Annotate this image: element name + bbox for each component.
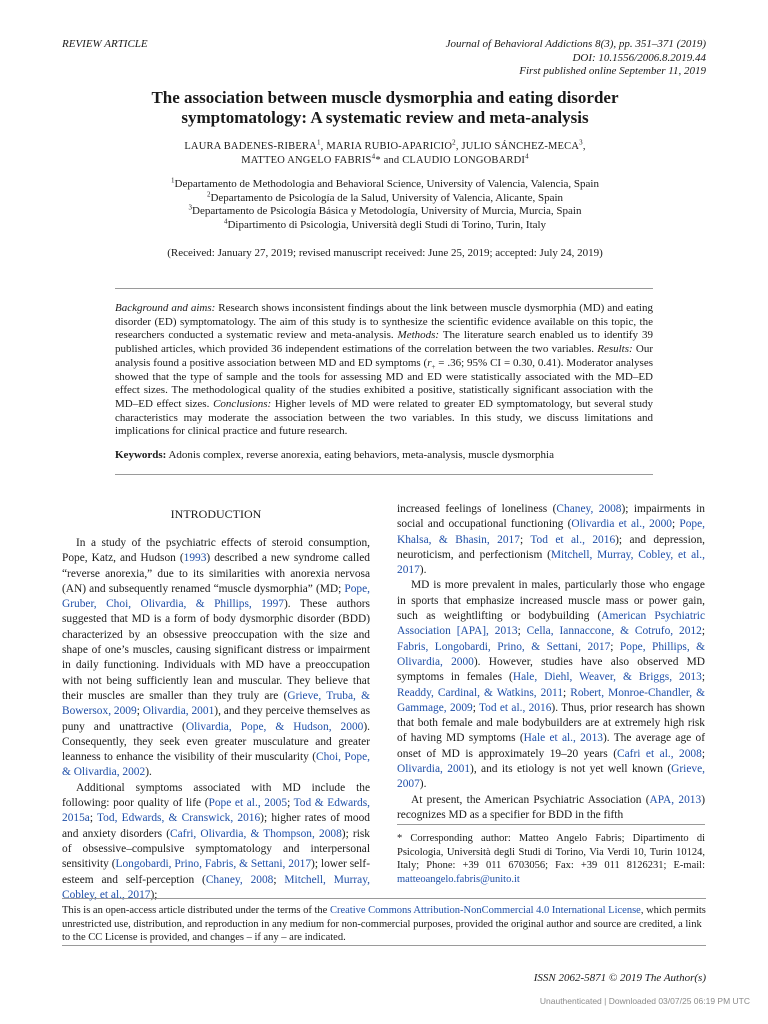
author-name: MATTEO ANGELO FABRIS — [241, 155, 372, 166]
paper-title: The association between muscle dysmorphia and eating disorder symptomatology: A systematic review and meta-analysis — [151, 88, 619, 127]
citation-link[interactable]: Grieve, 2007 — [397, 763, 705, 791]
citation-link[interactable]: Olivardia, Pope, & Hudson, 2000 — [185, 720, 364, 733]
citation-link[interactable]: Pope et al., 2005 — [208, 797, 288, 810]
affiliation — [90, 205, 680, 219]
author-affiliation-marker: 4 — [371, 152, 376, 161]
affiliation-text: Departamento de Methodologia and Behavioral Science, University of Valencia, Valencia, Spain — [174, 178, 599, 190]
text-run: ) recognizes MD as a specifier for BDD in the fifth — [397, 793, 705, 821]
citation-link[interactable]: Olivardia, 2001 — [142, 705, 215, 718]
abstract-methods-text: The literature search enabled us to identify 39 published articles, which provided 36 independent estimations of the correlation between the two variables. — [115, 329, 653, 356]
affiliation-text: Dipartimento di Psicologia, Università degli Studi di Torino, Turin, Italy — [227, 218, 547, 231]
license-notice — [62, 904, 706, 945]
text-run: ). Consequently, they seek even greater musculature and greater leanness to enhance the visibility of their muscularity ( — [62, 720, 370, 764]
text-run: ). Thus, prior research has shown that both female and male bodybuilders are at extremely high risk of having MD symptoms ( — [397, 701, 705, 745]
author-name: LAURA BADENES-RIBERA — [184, 141, 317, 152]
text-run: At present, the American Psychiatric Association ( — [411, 793, 650, 806]
corresponding-author-footnote — [397, 832, 705, 886]
affiliation — [90, 189, 680, 206]
abstract-results-text: Our analysis found a positive association between MD and ED symptoms ( — [115, 343, 653, 369]
paragraph — [62, 536, 370, 781]
citation-link[interactable]: Pope, Khalsa, & Bhasin, 2017 — [397, 518, 705, 546]
citation-link[interactable]: Olivardia, 2001 — [397, 763, 471, 776]
citation-link[interactable]: Hale et al., 2013 — [523, 732, 603, 745]
citation-link[interactable]: Pope, Phillips, & Olivardia, 2000 — [397, 640, 705, 668]
abstract-conclusions-label: Conclusions: — [213, 397, 272, 410]
text-run: ; — [563, 686, 571, 699]
license-text: This is an open-access article distributed under the terms of the — [62, 905, 330, 916]
citation-link[interactable]: APA, 2013 — [649, 793, 702, 806]
abstract-bottom-rule — [115, 474, 653, 475]
affiliation-number: 1 — [171, 176, 175, 185]
affiliation — [90, 216, 680, 233]
keywords-text: Adonis complex, reverse anorexia, eating behaviors, meta-analysis, muscle dysmorphia — [166, 449, 554, 461]
paragraph — [62, 781, 370, 903]
citation-link[interactable]: American Psychiatric Association [APA], 2013 — [397, 610, 706, 638]
abstract — [115, 302, 653, 439]
text-run: ; — [273, 873, 285, 886]
corresponding-author-marker: * — [375, 155, 381, 166]
text-run: ). — [419, 778, 427, 791]
text-run: ; — [701, 625, 706, 638]
text-run: ; — [136, 705, 143, 718]
citation-link[interactable]: Fabris, Longobardi, Prino, & Settani, 2017 — [397, 640, 611, 653]
right-column — [397, 502, 705, 823]
article-type: REVIEW ARTICLE — [62, 38, 148, 50]
citation-link[interactable]: Readdy, Cardinal, & Watkins, 2011 — [397, 686, 564, 699]
text-run: ), and its etiology is not yet well known ( — [470, 763, 672, 776]
text-run: MD is more prevalent in males, particularly those who engage in sports that emphasize increased muscle mass or power gain, such as weightlifting or bodybuilding ( — [397, 579, 705, 623]
text-run: ; — [671, 518, 680, 531]
text-run: ); lower self-esteem and self-perception ( — [62, 858, 370, 886]
text-run: ). However, studies have also observed MD symptoms in females ( — [397, 655, 705, 684]
abstract-results-label: Results: — [597, 343, 633, 356]
text-run: ; — [519, 533, 531, 546]
author-affiliation-marker: 3 — [579, 138, 583, 147]
text-run: ; — [89, 812, 98, 825]
affiliation-number: 4 — [223, 216, 228, 225]
citation-link[interactable]: Chaney, 2008 — [556, 503, 622, 515]
text-run: ). The average age of onset of MD is approximately 19–20 years ( — [397, 732, 705, 760]
text-run: ), and they perceive themselves as puny and unattractive ( — [62, 705, 371, 733]
author-affiliation-marker: 1 — [316, 138, 321, 147]
publication-date: First published online September 11, 2019 — [519, 65, 706, 77]
text-run: ); higher rates of mood and anxiety disorders ( — [62, 812, 371, 840]
text-run: ; — [472, 701, 480, 714]
citation-link[interactable]: Mitchell, Murray, Cobley, et al., 2017 — [62, 873, 371, 901]
abstract-background-text: Research shows inconsistent findings about the link between muscle dysmorphia (MD) and eating disorder (ED) symptomatology. The aim of this study is to synthesize the scientific evidence available on this topic, the researchers conducted a systematic review and meta-analysis. — [115, 302, 653, 342]
journal-citation: Journal of Behavioral Addictions 8(3), pp. 351–371 (2019) — [445, 38, 706, 50]
citation-link[interactable]: Chaney, 2008 — [205, 873, 274, 886]
abstract-methods-label: Methods: — [397, 329, 440, 342]
license-text: , which permits unrestricted use, distribution, and reproduction in any medium for non-commercial purposes, provided the original author and source are credited, a link to the CC License is provided, and changes – if any – are indicated. — [62, 905, 706, 944]
text-run: ; — [287, 797, 294, 810]
citation-link[interactable]: Grieve, Truba, & Bowersox, 2009 — [62, 689, 370, 718]
text-run: ; — [517, 625, 527, 638]
citation-link[interactable]: Pope, Gruber, Choi, Olivardia, & Phillips, 1997 — [62, 582, 370, 611]
author-conjunction: and — [383, 155, 400, 166]
text-run: ); impairments in social and occupational functioning ( — [397, 503, 705, 531]
text-run: ); risk of obsessive–compulsive symptomatology and interpersonal sensitivity ( — [62, 827, 370, 871]
email-link[interactable]: matteoangelo.fabris@unito.it — [397, 873, 520, 885]
effect-size-subscript: + — [431, 363, 436, 371]
text-run: In a study of the psychiatric effects of steroid consumption, Pope, Katz, and Hudson ( — [62, 537, 370, 565]
received-dates: (Received: January 27, 2019; revised manuscript received: June 25, 2019; accepted: July 24, 2019) — [167, 247, 603, 259]
paragraph — [397, 502, 705, 578]
text-run: increased feelings of loneliness ( — [397, 503, 557, 515]
text-run: Additional symptoms associated with MD include the following: poor quality of life ( — [62, 781, 370, 810]
text-run: ). These authors suggested that MD is a form of body dysmorphic disorder (BDD) characterized by an obsessive preoccupation with the size and shape of one’s muscles, causing significant distress or impairment in daily functioning. Individuals with MD have a preoccupation with not being sufficiently lean and muscular. They believe that their muscles are smaller than they truly are ( — [62, 598, 370, 702]
abstract-background-label: Background and aims: — [115, 302, 216, 314]
text-run: ); — [150, 888, 158, 901]
citation-link[interactable]: Tod et al., 2016 — [530, 533, 616, 546]
citation-link[interactable]: Tod, Edwards, & Cranswick, 2016 — [97, 812, 261, 825]
affiliation-number: 2 — [206, 189, 211, 198]
issn-copyright: ISSN 2062-5871 © 2019 The Author(s) — [533, 972, 706, 984]
license-bottom-rule — [62, 945, 706, 946]
keywords — [115, 449, 653, 461]
text-run: ). — [419, 564, 427, 577]
citation-link[interactable]: Hale, Diehl, Weaver, & Briggs, 2013 — [512, 671, 702, 684]
left-column — [62, 536, 370, 903]
license-top-rule — [62, 898, 706, 899]
abstract-top-rule — [115, 288, 653, 289]
citation-link[interactable]: Mitchell, Murray, Cobley, et al., 2017 — [397, 548, 705, 577]
citation-link[interactable]: Choi, Pope, & Olivardia, 2002 — [62, 751, 370, 779]
affiliation-text: Departamento de Psicología de la Salud, University of Valencia, Alicante, Spain — [210, 191, 564, 204]
abstract-results-text-cont: = .36; 95% CI = 0.30, 0.41). Moderator analyses showed that the type of sample and the tools for assessing MD and ED were statistically associated with the MD–ED effect sizes. The methodological quality of the studies exhibited a positive, statistically significant association with the MD–ED effect sizes. — [115, 356, 653, 410]
section-heading: INTRODUCTION — [170, 507, 262, 521]
abstract-conclusions-text: Higher levels of MD were related to greater ED symptomatology, but several study characteristics may moderate the association between the two variables. In this study, we discuss limitations and implications for clinical practice and future research. — [115, 397, 653, 438]
text-run: ; — [610, 640, 620, 653]
citation-link[interactable]: Robert, Monroe-Chandler, & Gammage, 2009 — [397, 686, 705, 714]
download-watermark: Unauthenticated | Downloaded 03/07/25 06:19 PM UTC — [539, 996, 750, 1006]
text-run: ) described a new syndrome called “reverse anorexia,” due to its similarities with anorexia nervosa (AN) and subsequently renamed “muscle dysmorphia” (MD; — [62, 552, 370, 595]
text-run: ; — [701, 671, 705, 684]
author-affiliation-marker: 2 — [452, 138, 456, 147]
paragraph — [397, 578, 705, 792]
author-name: CLAUDIO LONGOBARDI — [402, 155, 526, 166]
citation-link[interactable]: 1993 — [183, 552, 207, 565]
footnote-text: * Corresponding author: Matteo Angelo Fabris; Dipartimento di Psicologia, Università degli Studi di Torino, Via Verdi 10, Turin 10124, Italy; Phone: +39 011 6703056; Fax: +39 011 8126231; E-mail: — [397, 833, 705, 872]
text-run: ); and depression, neuroticism, and perfectionism ( — [397, 533, 705, 561]
citation-link[interactable]: Longobardi, Prino, Fabris, & Settani, 2017 — [115, 858, 312, 871]
citation-link[interactable]: Cella, Iannaccone, & Cotrufo, 2012 — [526, 625, 702, 638]
effect-size-symbol: r — [427, 356, 432, 369]
affiliation — [90, 178, 680, 192]
citation-link[interactable]: Cafri et al., 2008 — [617, 747, 702, 760]
author-name: MARIA RUBIO-APARICIO — [326, 141, 453, 152]
author-list: LAURA BADENES-RIBERA$^1$, MARIA RUBIO-APARICIO$^2$, JULIO SÁNCHEZ-MECA$^3$, MATTEO ANGELO FABRIS$^4$* and CLAUDIO LONGOBARDI$^4$ — [184, 138, 586, 166]
license-link[interactable]: Creative Commons Attribution-NonCommercial 4.0 International License — [329, 905, 641, 916]
affiliation-number: 3 — [188, 203, 192, 212]
text-run: ; — [701, 747, 705, 760]
citation-link[interactable]: Cafri, Olivardia, & Thompson, 2008 — [170, 827, 342, 840]
text-run: ). — [145, 766, 152, 779]
footnote-rule — [397, 824, 705, 825]
affiliation-text: Departamento de Psicología Básica y Metodología, University of Murcia, Murcia, Spain — [192, 205, 582, 217]
citation-link[interactable]: Tod & Edwards, 2015a — [62, 797, 370, 825]
citation-link[interactable]: Tod et al., 2016 — [479, 701, 552, 714]
author-name: JULIO SÁNCHEZ-MECA — [461, 141, 580, 152]
doi: DOI: 10.1556/2006.8.2019.44 — [572, 51, 706, 64]
journal-header — [446, 38, 706, 79]
affiliation-list — [90, 178, 680, 232]
citation-link[interactable]: Olivardia et al., 2000 — [571, 518, 672, 531]
keywords-label: Keywords: — [115, 449, 167, 461]
author-affiliation-marker: 4 — [525, 152, 529, 161]
paragraph — [397, 793, 705, 824]
